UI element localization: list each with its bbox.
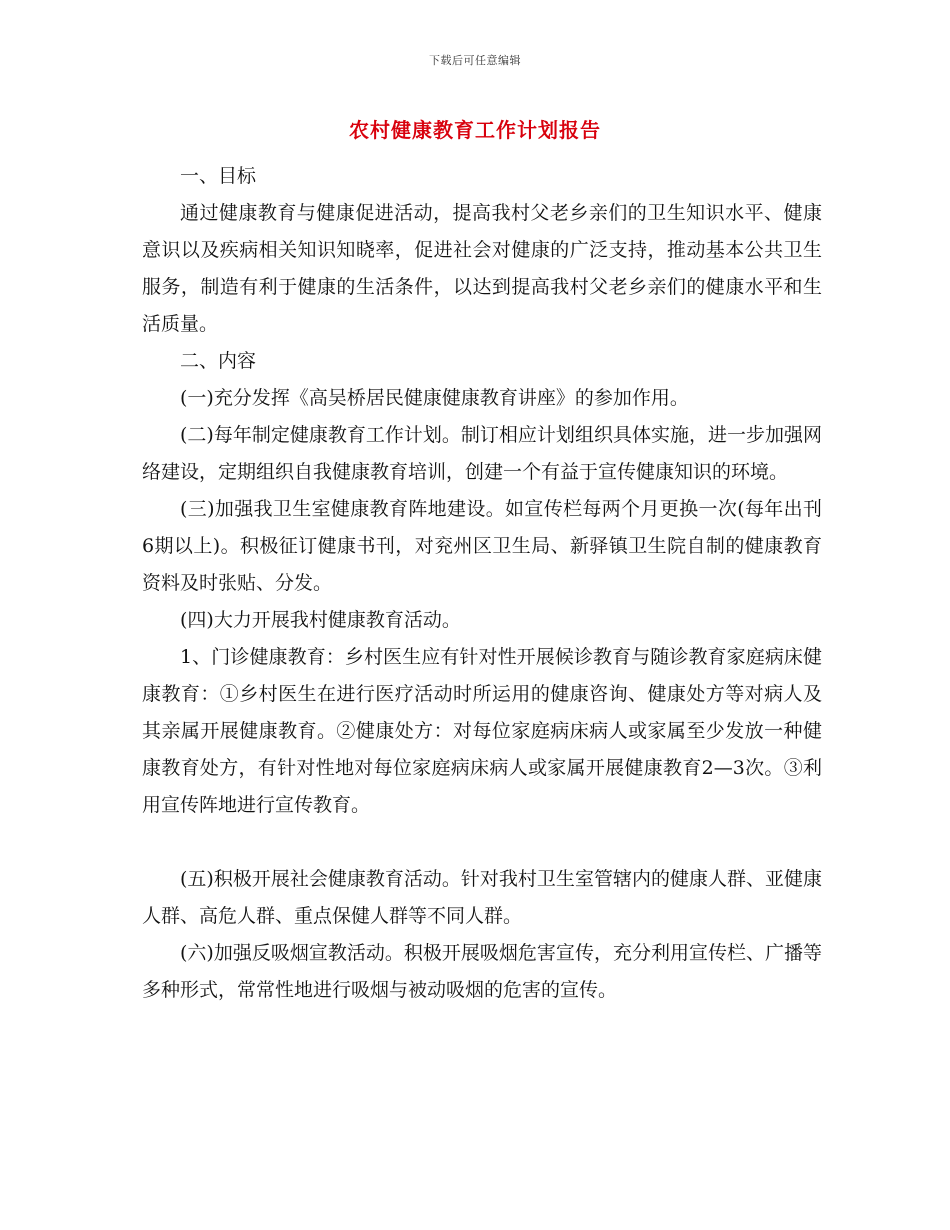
blank-line: [142, 824, 822, 861]
paragraph-item-2: (二)每年制定健康教育工作计划。制订相应计划组织具体实施，进一步加强网络建设，定期组织自我健康教育培训，创建一个有益于宣传健康知识的环境。: [142, 424, 822, 483]
paragraph-item-5: (五)积极开展社会健康教育活动。针对我村卫生室管辖内的健康人群、亚健康人群、高危人群、重点保健人群等不同人群。: [142, 868, 822, 927]
header-note: 下载后可任意编辑: [429, 54, 521, 67]
paragraph-item-6: (六)加强反吸烟宣教活动。积极开展吸烟危害宣传，充分利用宣传栏、广播等多种形式，常常性地进行吸烟与被动吸烟的危害的宣传。: [142, 942, 822, 1001]
section-heading-content: 二、内容: [180, 350, 257, 372]
paragraph-item-1: (一)充分发挥《高吴桥居民健康健康教育讲座》的参加作用。: [180, 387, 689, 409]
section-heading-goal: 一、目标: [180, 165, 257, 187]
page-title: 农村健康教育工作计划报告: [349, 118, 601, 142]
paragraph-item-4: (四)大力开展我村健康教育活动。: [180, 609, 461, 631]
document-body: [142, 158, 822, 1009]
paragraph-goal: 通过健康教育与健康促进活动，提高我村父老乡亲们的卫生知识水平、健康意识以及疾病相关知识知晓率，促进社会对健康的广泛支持，推动基本公共卫生服务，制造有利于健康的生活条件，以达到提高我村父老乡亲们的健康水平和生活质量。: [142, 202, 822, 335]
paragraph-item-4-1: 1、门诊健康教育：乡村医生应有针对性开展候诊教育与随诊教育家庭病床健康教育：①乡村医生在进行医疗活动时所运用的健康咨询、健康处方等对病人及其亲属开展健康教育。②健康处方：对每位家庭病床病人或家属至少发放一种健康教育处方，有针对性地对每位家庭病床病人或家属开展健康教育2—3次。③利用宣传阵地进行宣传教育。: [142, 646, 822, 816]
paragraph-item-3: (三)加强我卫生室健康教育阵地建设。如宣传栏每两个月更换一次(每年出刊6期以上)。积极征订健康书刊，对兖州区卫生局、新驿镇卫生院自制的健康教育资料及时张贴、分发。: [142, 498, 822, 594]
